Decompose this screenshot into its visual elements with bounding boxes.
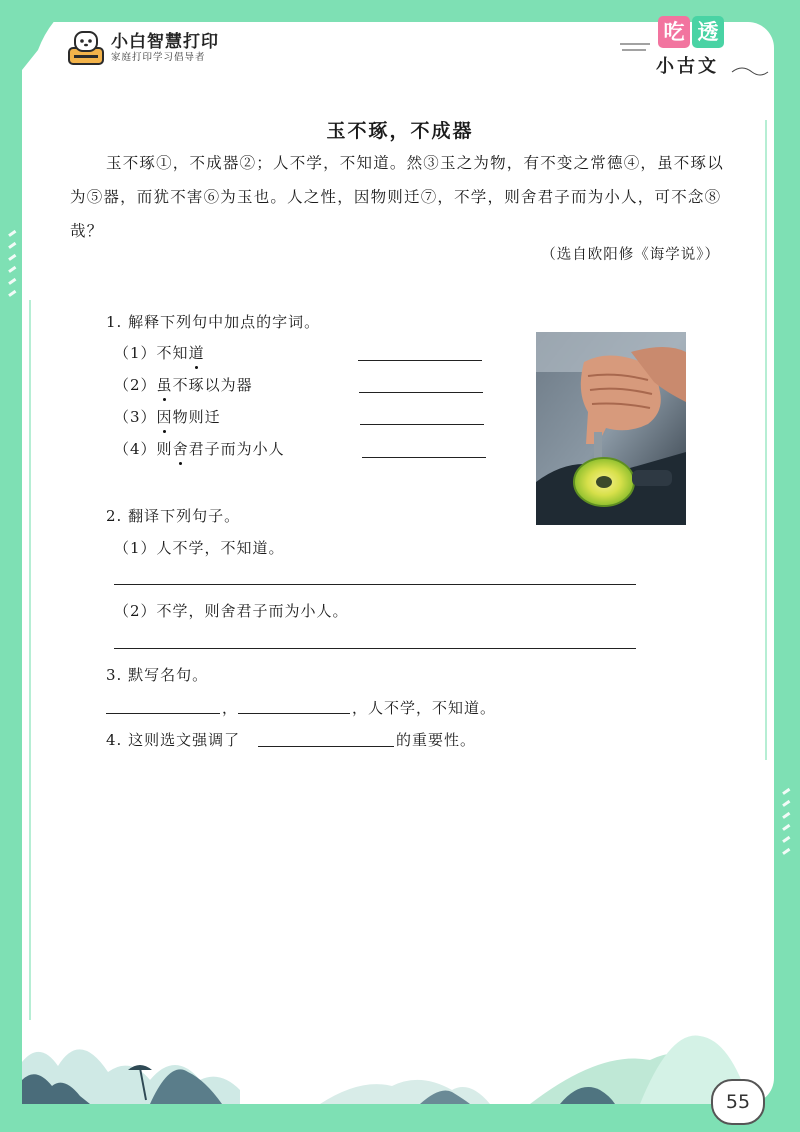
q2-item-1: （1）人不学，不知道。 <box>114 539 285 557</box>
q1-item-4: （4）则舍君子而为小人 <box>114 440 285 458</box>
q1-answer-blank-4[interactable] <box>362 457 486 458</box>
passage-text: 玉不琢①，不成器②；人不学，不知道。然③玉之为物，有不变之常德④，虽不琢以为⑤器，而犹不害⑥为玉也。人之性，因物则迁⑦，不学，则舍君子而为小人，可不念⑧哉？ <box>70 154 724 240</box>
q3-answer-blank-1[interactable] <box>106 713 220 714</box>
brand-slogan: 家庭打印学习倡导者 <box>111 52 206 63</box>
q1-answer-blank-3[interactable] <box>360 424 484 425</box>
q1-answer-blank-1[interactable] <box>358 360 482 361</box>
passage-title: 玉不琢，不成器 <box>326 120 474 142</box>
q4-answer-blank[interactable] <box>258 746 394 747</box>
q1-item-1: （1）不知道 <box>114 344 205 362</box>
q1-item-num: （4） <box>114 440 157 458</box>
brand-name: 小白智慧打印 <box>111 32 219 52</box>
mountains-decoration-icon <box>22 1036 750 1104</box>
series-char-chi: 吃 <box>658 16 690 48</box>
dotted-char: 舍 <box>172 440 189 458</box>
jade-carving-photo <box>536 332 686 525</box>
series-badge <box>620 14 770 84</box>
q2-answer-line-2[interactable] <box>114 648 636 649</box>
q1-item-num: （3） <box>114 408 157 426</box>
brand-logo <box>66 28 219 68</box>
hand-polishing-jade-image <box>536 332 686 525</box>
q4-suffix: 的重要性。 <box>396 731 477 749</box>
dotted-char: 因 <box>156 408 173 426</box>
q1-answer-blank-2[interactable] <box>359 392 483 393</box>
q3-title: 3. 默写名句。 <box>106 666 209 684</box>
q2-item-2: （2）不学，则舍君子而为小人。 <box>114 602 349 620</box>
q3-answer-blank-2[interactable] <box>238 713 350 714</box>
page-number: 55 <box>711 1079 765 1125</box>
q3-comma: ， <box>222 699 239 717</box>
dog-printer-icon <box>66 28 106 68</box>
q1-item-3: （3）因物则迁 <box>114 408 221 426</box>
dotted-char: 虽 <box>156 376 173 394</box>
right-stripes-icon <box>782 788 790 855</box>
q1-item-2: （2）虽不琢以为器 <box>114 376 253 394</box>
q3-tail: ，人不学，不知道。 <box>352 699 497 717</box>
q1-item-num: （2） <box>114 376 157 394</box>
series-subtitle: 小古文 <box>656 56 719 77</box>
q1-title: 1. 解释下列句中加点的字词。 <box>106 313 321 331</box>
dotted-char: 道 <box>188 344 205 362</box>
q4-prefix: 4. 这则选文强调了 <box>106 731 241 749</box>
left-stripes-icon <box>8 230 16 297</box>
q2-title: 2. 翻译下列句子。 <box>106 507 241 525</box>
q2-answer-line-1[interactable] <box>114 584 636 585</box>
series-char-tou: 透 <box>692 16 724 48</box>
passage-source: （选自欧阳修《诲学说》） <box>541 247 720 263</box>
q1-item-num: （1） <box>114 344 157 362</box>
